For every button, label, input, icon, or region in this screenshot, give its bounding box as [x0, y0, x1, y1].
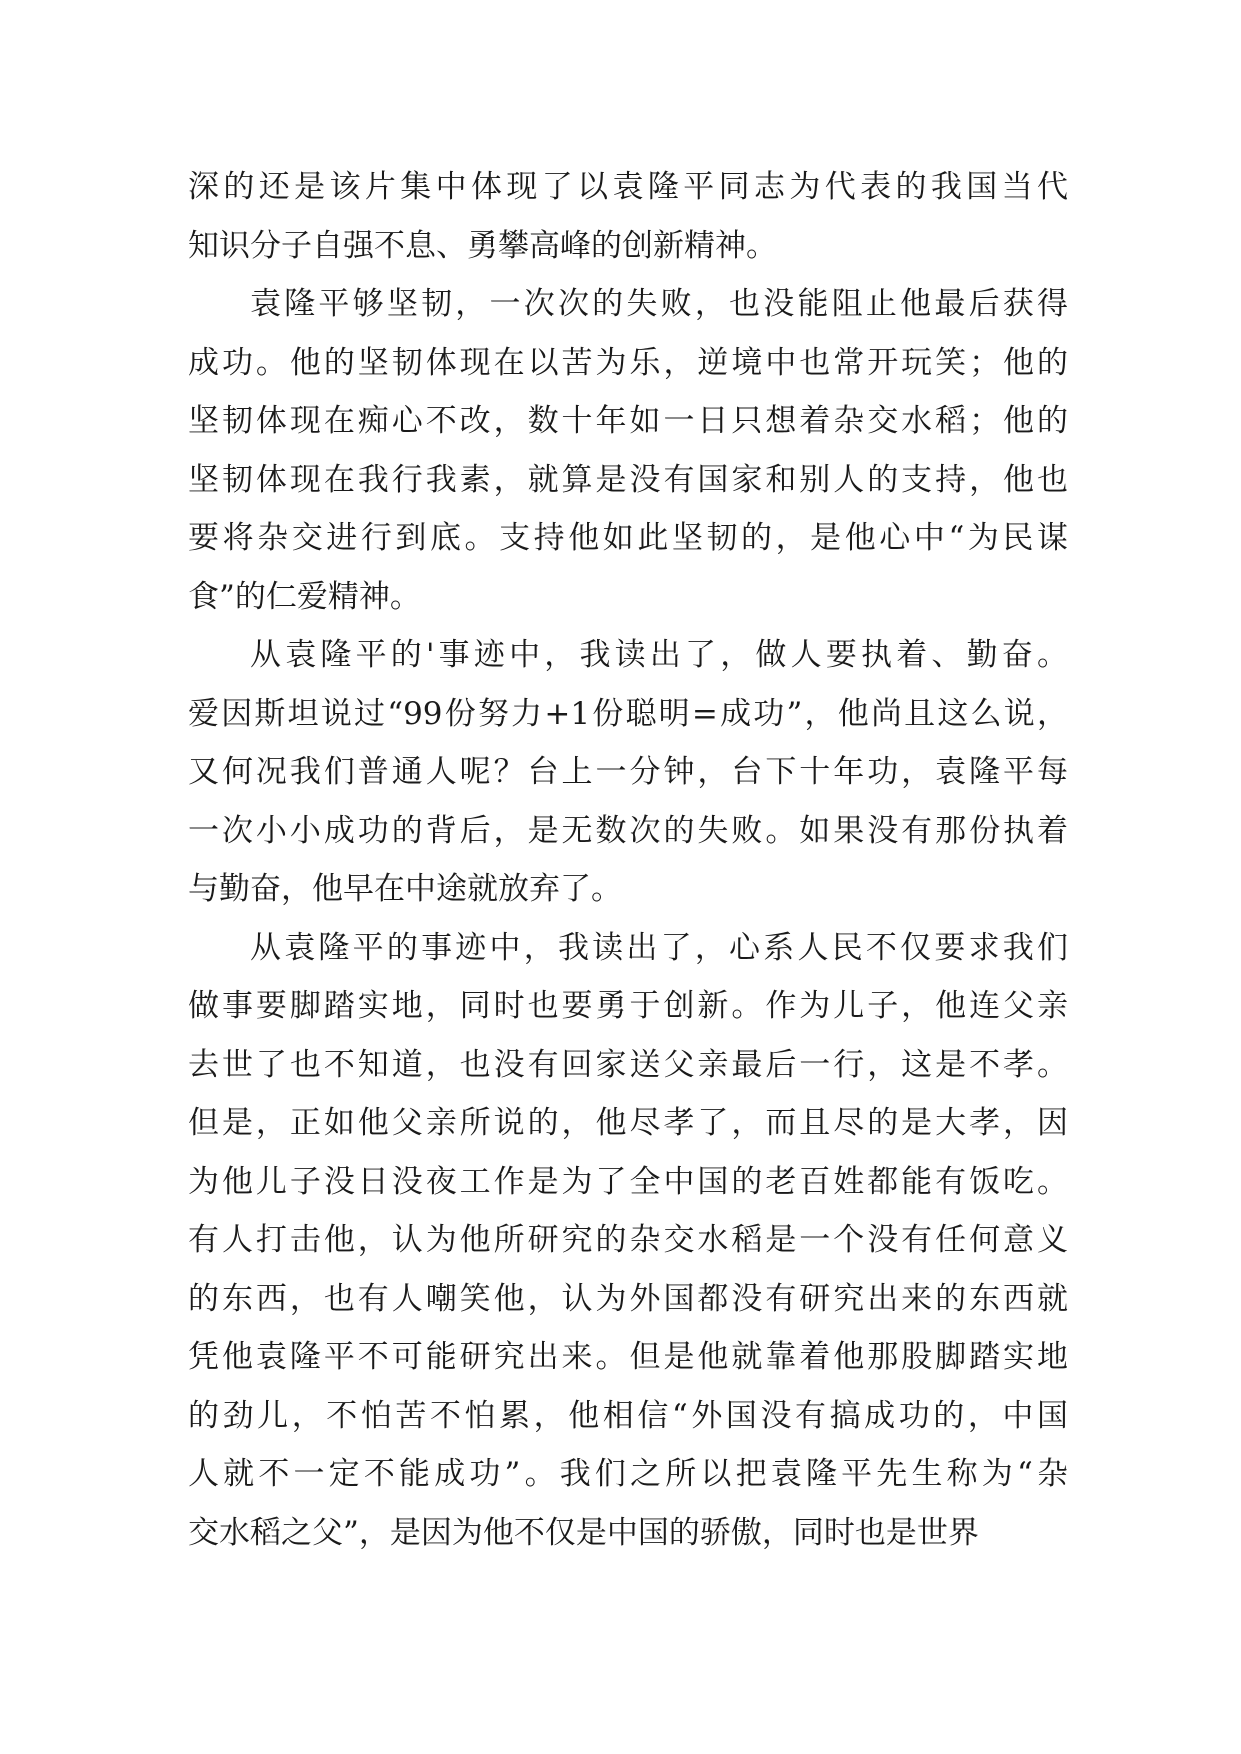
text-line: 知识分子自强不息、勇攀高峰的创新精神。 [188, 227, 777, 264]
text-line: 一次小小成功的背后，是无数次的失败。如果没有那份执着 [188, 812, 1068, 849]
paragraph-4 [188, 919, 1068, 1563]
text-line: 爱因斯坦说过“99份努力+1份聪明=成功”，他尚且这么说， [188, 695, 1068, 732]
text-line: 去世了也不知道，也没有回家送父亲最后一行，这是不孝。 [188, 1046, 1068, 1083]
text-line: 与勤奋，他早在中途就放弃了。 [188, 871, 622, 907]
document-body [188, 158, 1068, 1562]
text-line: 的东西，也有人嘲笑他，认为外国都没有研究出来的东西就 [188, 1280, 1068, 1317]
text-line: 交水稻之父”，是因为他不仅是中国的骄傲，同时也是世界 [188, 1514, 979, 1551]
text-line: 人就不一定不能成功”。我们之所以把袁隆平先生称为“杂 [188, 1456, 1068, 1492]
paragraph-2 [188, 275, 1068, 626]
text-line: 又何况我们普通人呢？台上一分钟，台下十年功，袁隆平每 [188, 754, 1068, 790]
text-line: 坚韧体现在痴心不改，数十年如一日只想着杂交水稻；他的 [188, 403, 1068, 439]
text-line: 袁隆平够坚韧，一次次的失败，也没能阻止他最后获得 [250, 286, 1068, 322]
paragraph-1 [188, 158, 1068, 275]
text-line: 但是，正如他父亲所说的，他尽孝了，而且尽的是大孝，因 [188, 1105, 1068, 1141]
text-line: 有人打击他，认为他所研究的杂交水稻是一个没有任何意义 [188, 1222, 1068, 1258]
text-line: 为他儿子没日没夜工作是为了全中国的老百姓都能有饭吃。 [188, 1163, 1068, 1200]
text-line: 食”的仁爱精神。 [188, 578, 421, 615]
text-line: 坚韧体现在我行我素，就算是没有国家和别人的支持，他也 [188, 461, 1068, 498]
text-line: 要将杂交进行到底。支持他如此坚韧的，是他心中“为民谋 [188, 520, 1068, 556]
text-line: 从袁隆平的事迹中，我读出了，心系人民不仅要求我们 [250, 929, 1068, 966]
text-line: 做事要脚踏实地，同时也要勇于创新。作为儿子，他连父亲 [188, 988, 1068, 1024]
text-line: 的劲儿，不怕苦不怕累，他相信“外国没有搞成功的，中国 [188, 1397, 1068, 1434]
text-line: 深的还是该片集中体现了以袁隆平同志为代表的我国当代 [188, 169, 1068, 205]
text-line: 从袁隆平的'事迹中，我读出了，做人要执着、勤奋。 [250, 637, 1068, 673]
text-line: 凭他袁隆平不可能研究出来。但是他就靠着他那股脚踏实地 [188, 1339, 1068, 1375]
text-line: 成功。他的坚韧体现在以苦为乐，逆境中也常开玩笑；他的 [188, 344, 1068, 381]
paragraph-3 [188, 626, 1068, 919]
